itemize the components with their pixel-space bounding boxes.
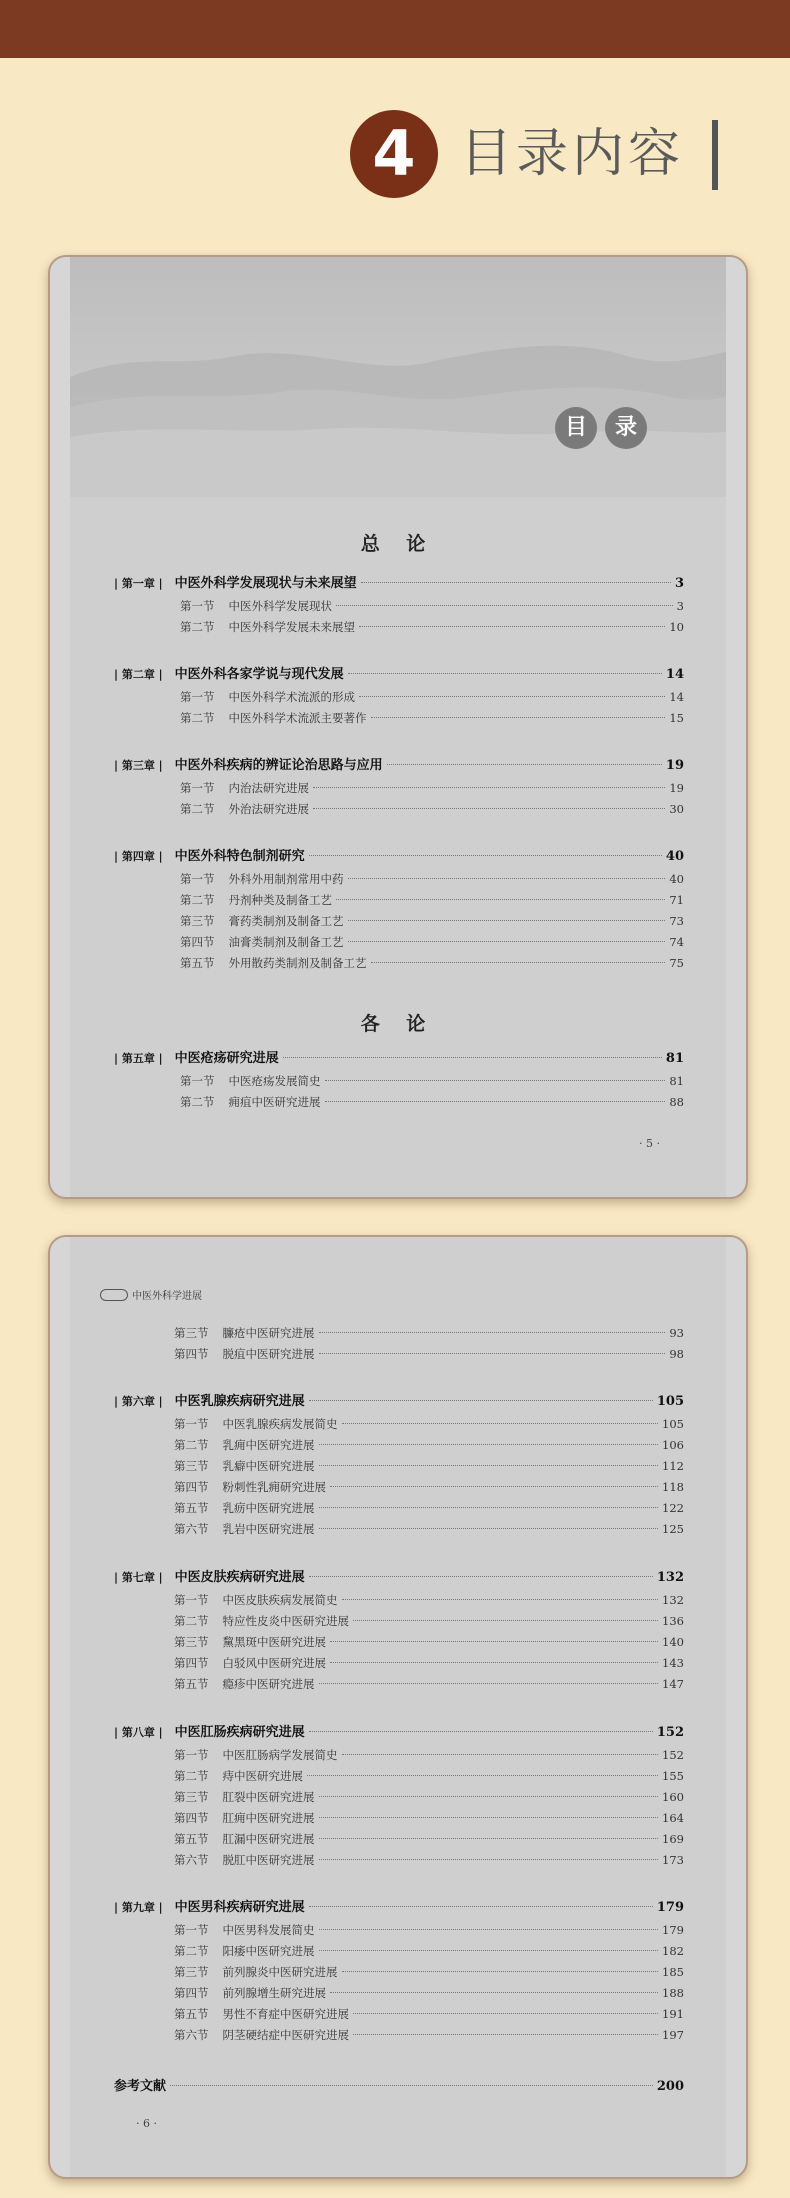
section-title: 乳癖中医研究进展 bbox=[222, 1459, 315, 1473]
leader-dots bbox=[319, 1507, 659, 1508]
leader-dots bbox=[336, 899, 665, 900]
part-title-specific: 各 论 bbox=[360, 1013, 436, 1035]
page-folio: · 5 · bbox=[639, 1137, 660, 1150]
leader-dots bbox=[319, 1465, 659, 1466]
section-row bbox=[174, 1789, 684, 1811]
chapter-title: 中医乳腺疾病研究进展 bbox=[174, 1394, 305, 1409]
chapter-page: 14 bbox=[665, 667, 684, 682]
section-title: 外用散药类制剂及制备工艺 bbox=[228, 956, 367, 970]
leader-dots bbox=[319, 1683, 659, 1684]
section-page: 173 bbox=[662, 1853, 684, 1867]
chapter-tag: | 第九章 | bbox=[114, 1901, 163, 1914]
section-page: 169 bbox=[662, 1832, 684, 1846]
chapter-tag: | 第七章 | bbox=[114, 1571, 163, 1584]
section-number: 第一节 bbox=[174, 1593, 209, 1607]
section-row bbox=[180, 710, 684, 732]
toc-page-2 bbox=[48, 1235, 748, 2179]
section-row bbox=[174, 1831, 684, 1853]
section-number: 第三节 bbox=[174, 1635, 209, 1649]
section-page: 182 bbox=[662, 1944, 684, 1958]
section-title: 肛裂中医研究进展 bbox=[222, 1790, 315, 1804]
section-row bbox=[180, 955, 684, 977]
leader-dots bbox=[330, 1486, 658, 1487]
section-number: 第四节 bbox=[180, 935, 215, 949]
section-title: 肛痈中医研究进展 bbox=[222, 1811, 315, 1825]
chapter-page: 132 bbox=[656, 1570, 684, 1585]
section-number: 第五节 bbox=[174, 1677, 209, 1691]
section-title: 脱疽中医研究进展 bbox=[222, 1347, 315, 1361]
chapter-row bbox=[114, 1390, 684, 1412]
leader-dots bbox=[309, 1576, 653, 1577]
section-title: 前列腺增生研究进展 bbox=[222, 1986, 326, 2000]
mulu-badge-char-2: 录 bbox=[605, 407, 647, 449]
section-row bbox=[174, 1810, 684, 1832]
chapter-page: 19 bbox=[665, 758, 684, 773]
references-row bbox=[114, 2075, 684, 2097]
section-number: 第二节 bbox=[180, 1095, 215, 1109]
section-number: 第五节 bbox=[180, 956, 215, 970]
section-row bbox=[180, 913, 684, 935]
section-title: 肛漏中医研究进展 bbox=[222, 1832, 315, 1846]
chapter-page: 3 bbox=[674, 576, 684, 591]
section-page: 155 bbox=[662, 1769, 684, 1783]
section-title: 男性不育症中医研究进展 bbox=[222, 2007, 349, 2021]
section-page: 118 bbox=[662, 1480, 684, 1494]
section-title: 油膏类制剂及制备工艺 bbox=[228, 935, 344, 949]
section-page: 136 bbox=[662, 1614, 684, 1628]
chapter-title: 中医外科特色制剂研究 bbox=[174, 849, 305, 864]
section-number: 第一节 bbox=[180, 599, 215, 613]
section-number: 第六节 bbox=[174, 1522, 209, 1536]
chapter-tag: | 第五章 | bbox=[114, 1052, 163, 1065]
section-page: 30 bbox=[669, 802, 684, 816]
section-number: 第一节 bbox=[174, 1923, 209, 1937]
leader-dots bbox=[319, 1796, 659, 1797]
section-row bbox=[174, 1500, 684, 1522]
section-page: 152 bbox=[662, 1748, 684, 1762]
section-row bbox=[174, 1852, 684, 1874]
section-title: 中医外科学发展现状 bbox=[228, 599, 332, 613]
section-page: 71 bbox=[669, 893, 684, 907]
mulu-badge-char-1: 目 bbox=[555, 407, 597, 449]
page-folio: · 6 · bbox=[136, 2117, 157, 2130]
leader-dots bbox=[283, 1057, 662, 1058]
page-paper bbox=[70, 257, 726, 1197]
section-title: 阳痿中医研究进展 bbox=[222, 1944, 315, 1958]
section-page: 188 bbox=[662, 1986, 684, 2000]
section-page: 122 bbox=[662, 1501, 684, 1515]
leader-dots bbox=[387, 764, 662, 765]
section-number: 第三节 bbox=[174, 1790, 209, 1804]
section-page: 93 bbox=[669, 1326, 684, 1340]
leader-dots bbox=[348, 920, 666, 921]
section-number: 第二节 bbox=[180, 620, 215, 634]
leader-dots bbox=[309, 855, 662, 856]
leader-dots bbox=[319, 1444, 659, 1445]
page-paper bbox=[70, 1237, 726, 2177]
section-number-badge: 4 bbox=[350, 110, 438, 198]
chapter-tag: | 第一章 | bbox=[114, 577, 163, 590]
section-page: 88 bbox=[669, 1095, 684, 1109]
chapter-row bbox=[114, 845, 684, 867]
section-row bbox=[174, 1325, 684, 1347]
leader-dots bbox=[353, 2013, 658, 2014]
chapter-title: 中医外科各家学说与现代发展 bbox=[174, 667, 344, 682]
section-title: 中医外科学术流派的形成 bbox=[228, 690, 355, 704]
section-row bbox=[180, 598, 684, 620]
section-row bbox=[174, 1437, 684, 1459]
chapter-row bbox=[114, 572, 684, 594]
section-title: 中医男科发展简史 bbox=[222, 1923, 315, 1937]
section-row bbox=[174, 1521, 684, 1543]
references-title: 参考文献 bbox=[114, 2079, 167, 2094]
section-row bbox=[174, 1592, 684, 1614]
section-row bbox=[174, 1479, 684, 1501]
section-row bbox=[180, 871, 684, 893]
leader-dots bbox=[319, 1838, 659, 1839]
leader-dots bbox=[170, 2085, 653, 2086]
part-title-general: 总 论 bbox=[360, 533, 436, 555]
section-row bbox=[174, 1747, 684, 1769]
section-number: 第二节 bbox=[174, 1769, 209, 1783]
leader-dots bbox=[348, 878, 666, 879]
title-divider bbox=[712, 120, 718, 190]
running-head-text: 中医外科学进展 bbox=[132, 1291, 202, 1302]
section-number: 第三节 bbox=[174, 1459, 209, 1473]
section-title: 丹剂种类及制备工艺 bbox=[228, 893, 332, 907]
chapter-page: 105 bbox=[656, 1394, 684, 1409]
leader-dots bbox=[348, 673, 662, 674]
chapter-row bbox=[114, 1721, 684, 1743]
chapter-title: 中医疮疡研究进展 bbox=[174, 1051, 279, 1066]
section-title: 中医乳腺疾病发展简史 bbox=[222, 1417, 338, 1431]
chapter-title: 中医外科学发展现状与未来展望 bbox=[174, 576, 357, 591]
section-number: 第一节 bbox=[174, 1748, 209, 1762]
chapter-page: 152 bbox=[656, 1725, 684, 1740]
chapter-page: 40 bbox=[665, 849, 684, 864]
section-row bbox=[180, 689, 684, 711]
section-page: 15 bbox=[669, 711, 684, 725]
section-number: 第四节 bbox=[174, 1811, 209, 1825]
section-number: 第一节 bbox=[180, 1074, 215, 1088]
section-page: 112 bbox=[662, 1459, 684, 1473]
section-title: 中医外科学术流派主要著作 bbox=[228, 711, 367, 725]
section-title: 目录内容 bbox=[460, 124, 685, 184]
section-page: 14 bbox=[669, 690, 684, 704]
section-row bbox=[180, 1073, 684, 1095]
section-title: 前列腺炎中医研究进展 bbox=[222, 1965, 338, 1979]
section-page: 98 bbox=[669, 1347, 684, 1361]
section-page: 10 bbox=[669, 620, 684, 634]
section-number: 第六节 bbox=[174, 2028, 209, 2042]
chapter-tag: | 第四章 | bbox=[114, 850, 163, 863]
section-title: 中医皮肤疾病发展简史 bbox=[222, 1593, 338, 1607]
section-page: 40 bbox=[669, 872, 684, 886]
section-title: 乳疬中医研究进展 bbox=[222, 1501, 315, 1515]
ink-mountain-illustration bbox=[70, 257, 726, 497]
ornament-icon bbox=[100, 1289, 128, 1301]
section-page: 73 bbox=[669, 914, 684, 928]
section-page: 179 bbox=[662, 1923, 684, 1937]
section-page: 74 bbox=[669, 935, 684, 949]
chapter-row bbox=[114, 1047, 684, 1069]
section-number: 第一节 bbox=[180, 872, 215, 886]
section-number: 第三节 bbox=[174, 1326, 209, 1340]
section-page: 140 bbox=[662, 1635, 684, 1649]
section-number: 第三节 bbox=[174, 1965, 209, 1979]
chapter-title: 中医男科疾病研究进展 bbox=[174, 1900, 305, 1915]
section-title: 乳痈中医研究进展 bbox=[222, 1438, 315, 1452]
section-page: 105 bbox=[662, 1417, 684, 1431]
section-page: 147 bbox=[662, 1677, 684, 1691]
leader-dots bbox=[336, 605, 673, 606]
chapter-row bbox=[114, 754, 684, 776]
leader-dots bbox=[342, 1599, 659, 1600]
section-number: 第五节 bbox=[174, 1832, 209, 1846]
leader-dots bbox=[319, 1332, 666, 1333]
section-row bbox=[174, 1655, 684, 1677]
section-row bbox=[174, 1613, 684, 1635]
chapter-tag: | 第八章 | bbox=[114, 1726, 163, 1739]
section-number: 第一节 bbox=[174, 1417, 209, 1431]
section-title: 痔中医研究进展 bbox=[222, 1769, 303, 1783]
section-number: 第五节 bbox=[174, 2007, 209, 2021]
section-number: 第三节 bbox=[180, 914, 215, 928]
section-title: 脱肛中医研究进展 bbox=[222, 1853, 315, 1867]
section-title: 外科外用制剂常用中药 bbox=[228, 872, 344, 886]
section-title: 内治法研究进展 bbox=[228, 781, 309, 795]
section-row bbox=[174, 1346, 684, 1368]
section-number: 第二节 bbox=[174, 1438, 209, 1452]
section-row bbox=[174, 1676, 684, 1698]
section-title: 臁疮中医研究进展 bbox=[222, 1326, 315, 1340]
section-title: 粉刺性乳痈研究进展 bbox=[222, 1480, 326, 1494]
section-row bbox=[180, 934, 684, 956]
leader-dots bbox=[313, 808, 665, 809]
section-page: 81 bbox=[669, 1074, 684, 1088]
leader-dots bbox=[359, 626, 665, 627]
section-page: 185 bbox=[662, 1965, 684, 1979]
section-number: 第四节 bbox=[174, 1347, 209, 1361]
section-page: 143 bbox=[662, 1656, 684, 1670]
leader-dots bbox=[371, 962, 666, 963]
leader-dots bbox=[330, 1992, 658, 1993]
section-row bbox=[174, 1943, 684, 1965]
section-row bbox=[180, 801, 684, 823]
section-row bbox=[174, 1985, 684, 2007]
leader-dots bbox=[348, 941, 666, 942]
section-page: 191 bbox=[662, 2007, 684, 2021]
section-number: 第四节 bbox=[174, 1480, 209, 1494]
section-number: 第二节 bbox=[174, 1944, 209, 1958]
section-title: 中医疮疡发展简史 bbox=[228, 1074, 321, 1088]
section-row bbox=[180, 619, 684, 641]
section-row bbox=[180, 780, 684, 802]
leader-dots bbox=[309, 1906, 653, 1907]
section-number: 第六节 bbox=[174, 1853, 209, 1867]
section-number: 第一节 bbox=[180, 781, 215, 795]
leader-dots bbox=[319, 1859, 659, 1860]
leader-dots bbox=[319, 1929, 659, 1930]
chapter-title: 中医皮肤疾病研究进展 bbox=[174, 1570, 305, 1585]
chapter-tag: | 第二章 | bbox=[114, 668, 163, 681]
section-page: 3 bbox=[676, 599, 684, 613]
section-title: 中医外科学发展未来展望 bbox=[228, 620, 355, 634]
section-number: 第二节 bbox=[174, 1614, 209, 1628]
leader-dots bbox=[309, 1731, 653, 1732]
section-page: 125 bbox=[662, 1522, 684, 1536]
section-title: 乳岩中医研究进展 bbox=[222, 1522, 315, 1536]
chapter-page: 179 bbox=[656, 1900, 684, 1915]
section-page: 106 bbox=[662, 1438, 684, 1452]
leader-dots bbox=[319, 1817, 659, 1818]
leader-dots bbox=[330, 1641, 658, 1642]
section-page: 160 bbox=[662, 1790, 684, 1804]
leader-dots bbox=[342, 1754, 659, 1755]
leader-dots bbox=[342, 1423, 659, 1424]
section-row bbox=[174, 2006, 684, 2028]
chapter-page: 81 bbox=[665, 1051, 684, 1066]
section-title: 白驳风中医研究进展 bbox=[222, 1656, 326, 1670]
leader-dots bbox=[325, 1101, 666, 1102]
section-page: 132 bbox=[662, 1593, 684, 1607]
section-row bbox=[180, 1094, 684, 1116]
section-title: 阴茎硬结症中医研究进展 bbox=[222, 2028, 349, 2042]
section-row bbox=[174, 1458, 684, 1480]
leader-dots bbox=[342, 1971, 659, 1972]
section-row bbox=[174, 1634, 684, 1656]
references-page: 200 bbox=[656, 2079, 684, 2094]
section-row bbox=[180, 892, 684, 914]
top-bar bbox=[0, 0, 790, 58]
section-page: 19 bbox=[669, 781, 684, 795]
leader-dots bbox=[330, 1662, 658, 1663]
leader-dots bbox=[371, 717, 666, 718]
section-page: 164 bbox=[662, 1811, 684, 1825]
leader-dots bbox=[353, 1620, 658, 1621]
leader-dots bbox=[325, 1080, 666, 1081]
leader-dots bbox=[361, 582, 671, 583]
section-number: 第五节 bbox=[174, 1501, 209, 1515]
section-title: 外治法研究进展 bbox=[228, 802, 309, 816]
leader-dots bbox=[319, 1950, 659, 1951]
section-row bbox=[174, 1768, 684, 1790]
section-number: 第四节 bbox=[174, 1656, 209, 1670]
chapter-tag: | 第六章 | bbox=[114, 1395, 163, 1408]
section-number: 第二节 bbox=[180, 893, 215, 907]
section-number: 第一节 bbox=[180, 690, 215, 704]
leader-dots bbox=[319, 1353, 666, 1354]
leader-dots bbox=[309, 1400, 653, 1401]
section-row bbox=[174, 1922, 684, 1944]
chapter-row bbox=[114, 663, 684, 685]
section-title: 痈疽中医研究进展 bbox=[228, 1095, 321, 1109]
leader-dots bbox=[307, 1775, 658, 1776]
section-title: 中医肛肠病学发展简史 bbox=[222, 1748, 338, 1762]
leader-dots bbox=[313, 787, 665, 788]
section-title: 黧黑斑中医研究进展 bbox=[222, 1635, 326, 1649]
chapter-title: 中医肛肠疾病研究进展 bbox=[174, 1725, 305, 1740]
section-row bbox=[174, 2027, 684, 2049]
chapter-row bbox=[114, 1566, 684, 1588]
section-row bbox=[174, 1416, 684, 1438]
section-row bbox=[174, 1964, 684, 1986]
chapter-row bbox=[114, 1896, 684, 1918]
section-number: 第二节 bbox=[180, 711, 215, 725]
section-title: 瘾疹中医研究进展 bbox=[222, 1677, 315, 1691]
section-title: 特应性皮炎中医研究进展 bbox=[222, 1614, 349, 1628]
section-number: 第二节 bbox=[180, 802, 215, 816]
chapter-tag: | 第三章 | bbox=[114, 759, 163, 772]
section-header bbox=[0, 110, 790, 200]
leader-dots bbox=[319, 1528, 659, 1529]
section-page: 197 bbox=[662, 2028, 684, 2042]
leader-dots bbox=[353, 2034, 658, 2035]
running-head bbox=[100, 1287, 202, 1302]
section-title: 膏药类制剂及制备工艺 bbox=[228, 914, 344, 928]
section-number: 第四节 bbox=[174, 1986, 209, 2000]
toc-page-1 bbox=[48, 255, 748, 1199]
section-page: 75 bbox=[669, 956, 684, 970]
chapter-title: 中医外科疾病的辨证论治思路与应用 bbox=[174, 758, 383, 773]
leader-dots bbox=[359, 696, 665, 697]
